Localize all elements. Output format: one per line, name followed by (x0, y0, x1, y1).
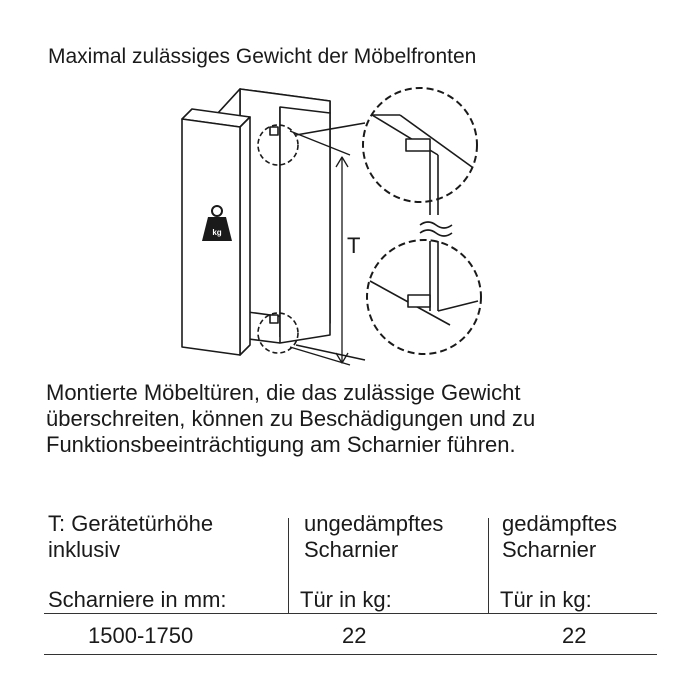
warning-line: überschreiten, können zu Beschädigungen und zu (46, 406, 536, 431)
table-bottom-border (44, 654, 657, 655)
col2-header-line1: ungedämpftes (304, 511, 444, 536)
break-symbol (420, 222, 452, 228)
col2-header-line2: Scharnier (304, 537, 399, 562)
col3-header-line1: gedämpftes (502, 511, 617, 536)
top-hinge-detail (363, 88, 477, 215)
undamped-weight-cell: 22 (342, 623, 367, 648)
warning-text (46, 380, 535, 458)
damped-weight-cell: 22 (562, 623, 587, 648)
column-divider (488, 518, 489, 614)
col1-header-line2: inklusiv (48, 537, 121, 562)
warning-line: Montierte Möbeltüren, die das zulässige Gewicht (46, 380, 521, 405)
col2-subheader: Tür in kg: (300, 587, 392, 612)
header-row-divider (44, 613, 657, 614)
warning-line: Funktionsbeeinträchtigung am Scharnier führen. (46, 432, 516, 457)
svg-text:kg: kg (212, 228, 222, 237)
col3-subheader: Tür in kg: (500, 587, 592, 612)
height-cell: 1500-1750 (88, 623, 194, 648)
col3-header-line2: Scharnier (502, 537, 597, 562)
col1-header-line1: T: Gerätetürhöhe (48, 511, 214, 536)
installation-diagram (150, 75, 550, 375)
dimension-label: T (347, 233, 361, 258)
page-heading: Maximal zulässiges Gewicht der Möbelfronten (48, 45, 477, 68)
col1-subheader: Scharniere in mm: (48, 587, 227, 612)
column-divider (288, 518, 289, 614)
bottom-hinge-detail (367, 240, 481, 354)
